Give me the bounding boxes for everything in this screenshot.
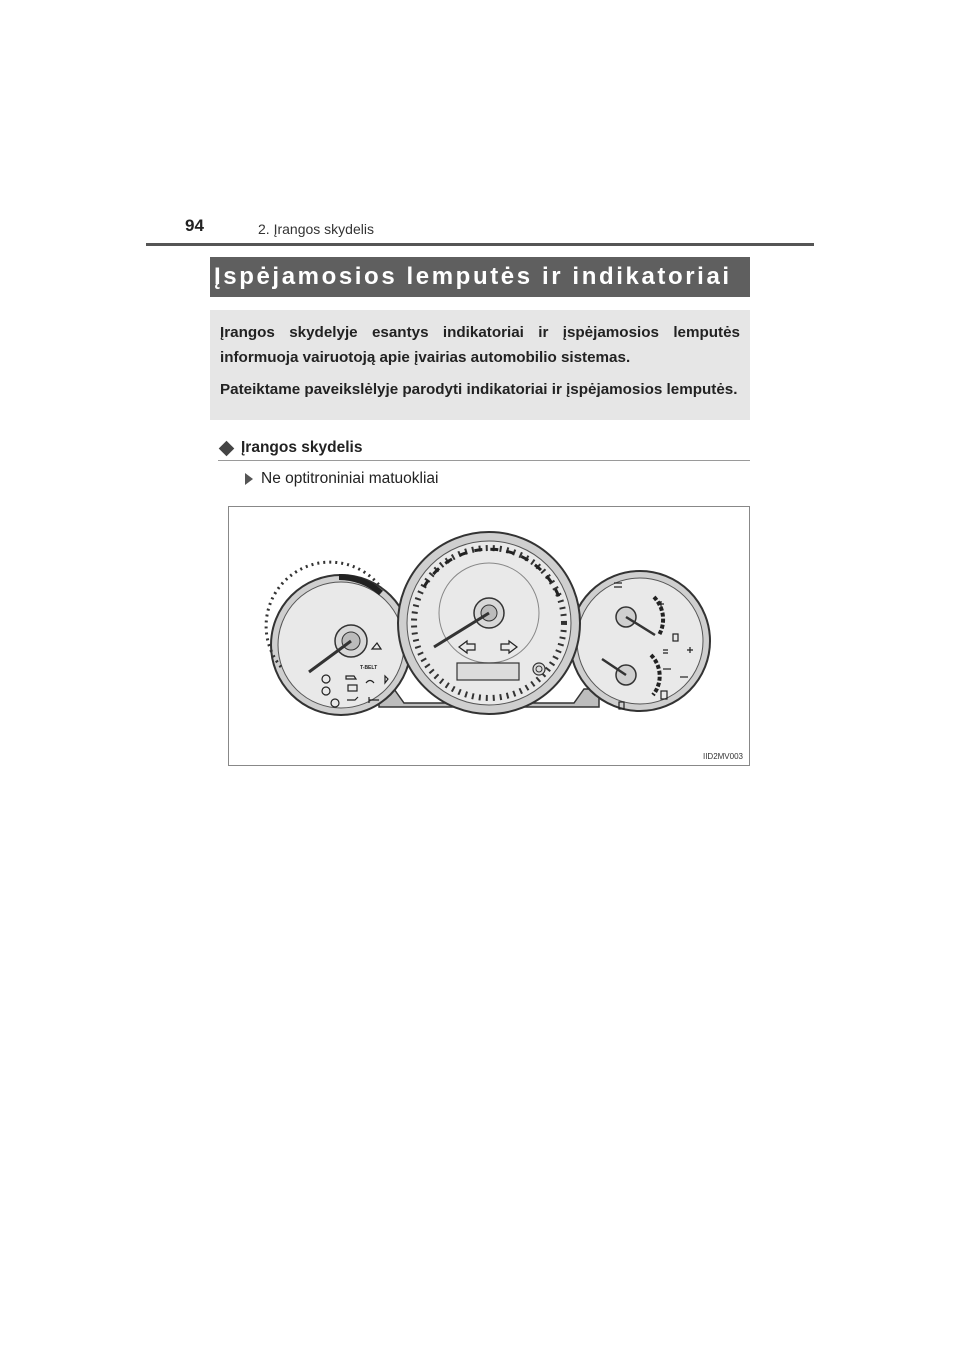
tbelt-label: T-BELT bbox=[360, 665, 378, 671]
figure-code: IID2MV003 bbox=[702, 752, 743, 761]
page-title: Įspėjamosios lemputės ir indikatoriai bbox=[214, 263, 732, 290]
running-header: 2. Įrangos skydelis bbox=[258, 221, 374, 237]
diamond-icon bbox=[219, 440, 235, 456]
title-bar bbox=[210, 257, 750, 297]
bullet-text: Ne optitroniniai matuokliai bbox=[261, 470, 439, 487]
instrument-panel-figure bbox=[228, 506, 750, 766]
subheading bbox=[218, 436, 750, 461]
bullet-item bbox=[245, 470, 438, 488]
intro-paragraph-1: Įrangos skydelyje esantys indikatoriai ir įspėjamosios lemputės informuoja vairuotoją apie įvairias automobilio sistemas. bbox=[220, 324, 740, 366]
header-rule bbox=[146, 243, 814, 246]
fuel-temp-dial bbox=[577, 578, 703, 704]
trip-reset-knob bbox=[533, 663, 545, 675]
intro-paragraph-2: Pateiktame paveikslėlyje parodyti indikatoriai ir įspėjamosios lemputės. bbox=[220, 381, 738, 398]
page-number: 94 bbox=[185, 216, 204, 235]
subheading-text: Įrangos skydelis bbox=[241, 439, 363, 456]
odometer-display bbox=[457, 663, 519, 680]
triangle-bullet-icon bbox=[245, 473, 253, 485]
instrument-cluster-illustration bbox=[229, 507, 749, 765]
intro-box bbox=[210, 310, 750, 420]
